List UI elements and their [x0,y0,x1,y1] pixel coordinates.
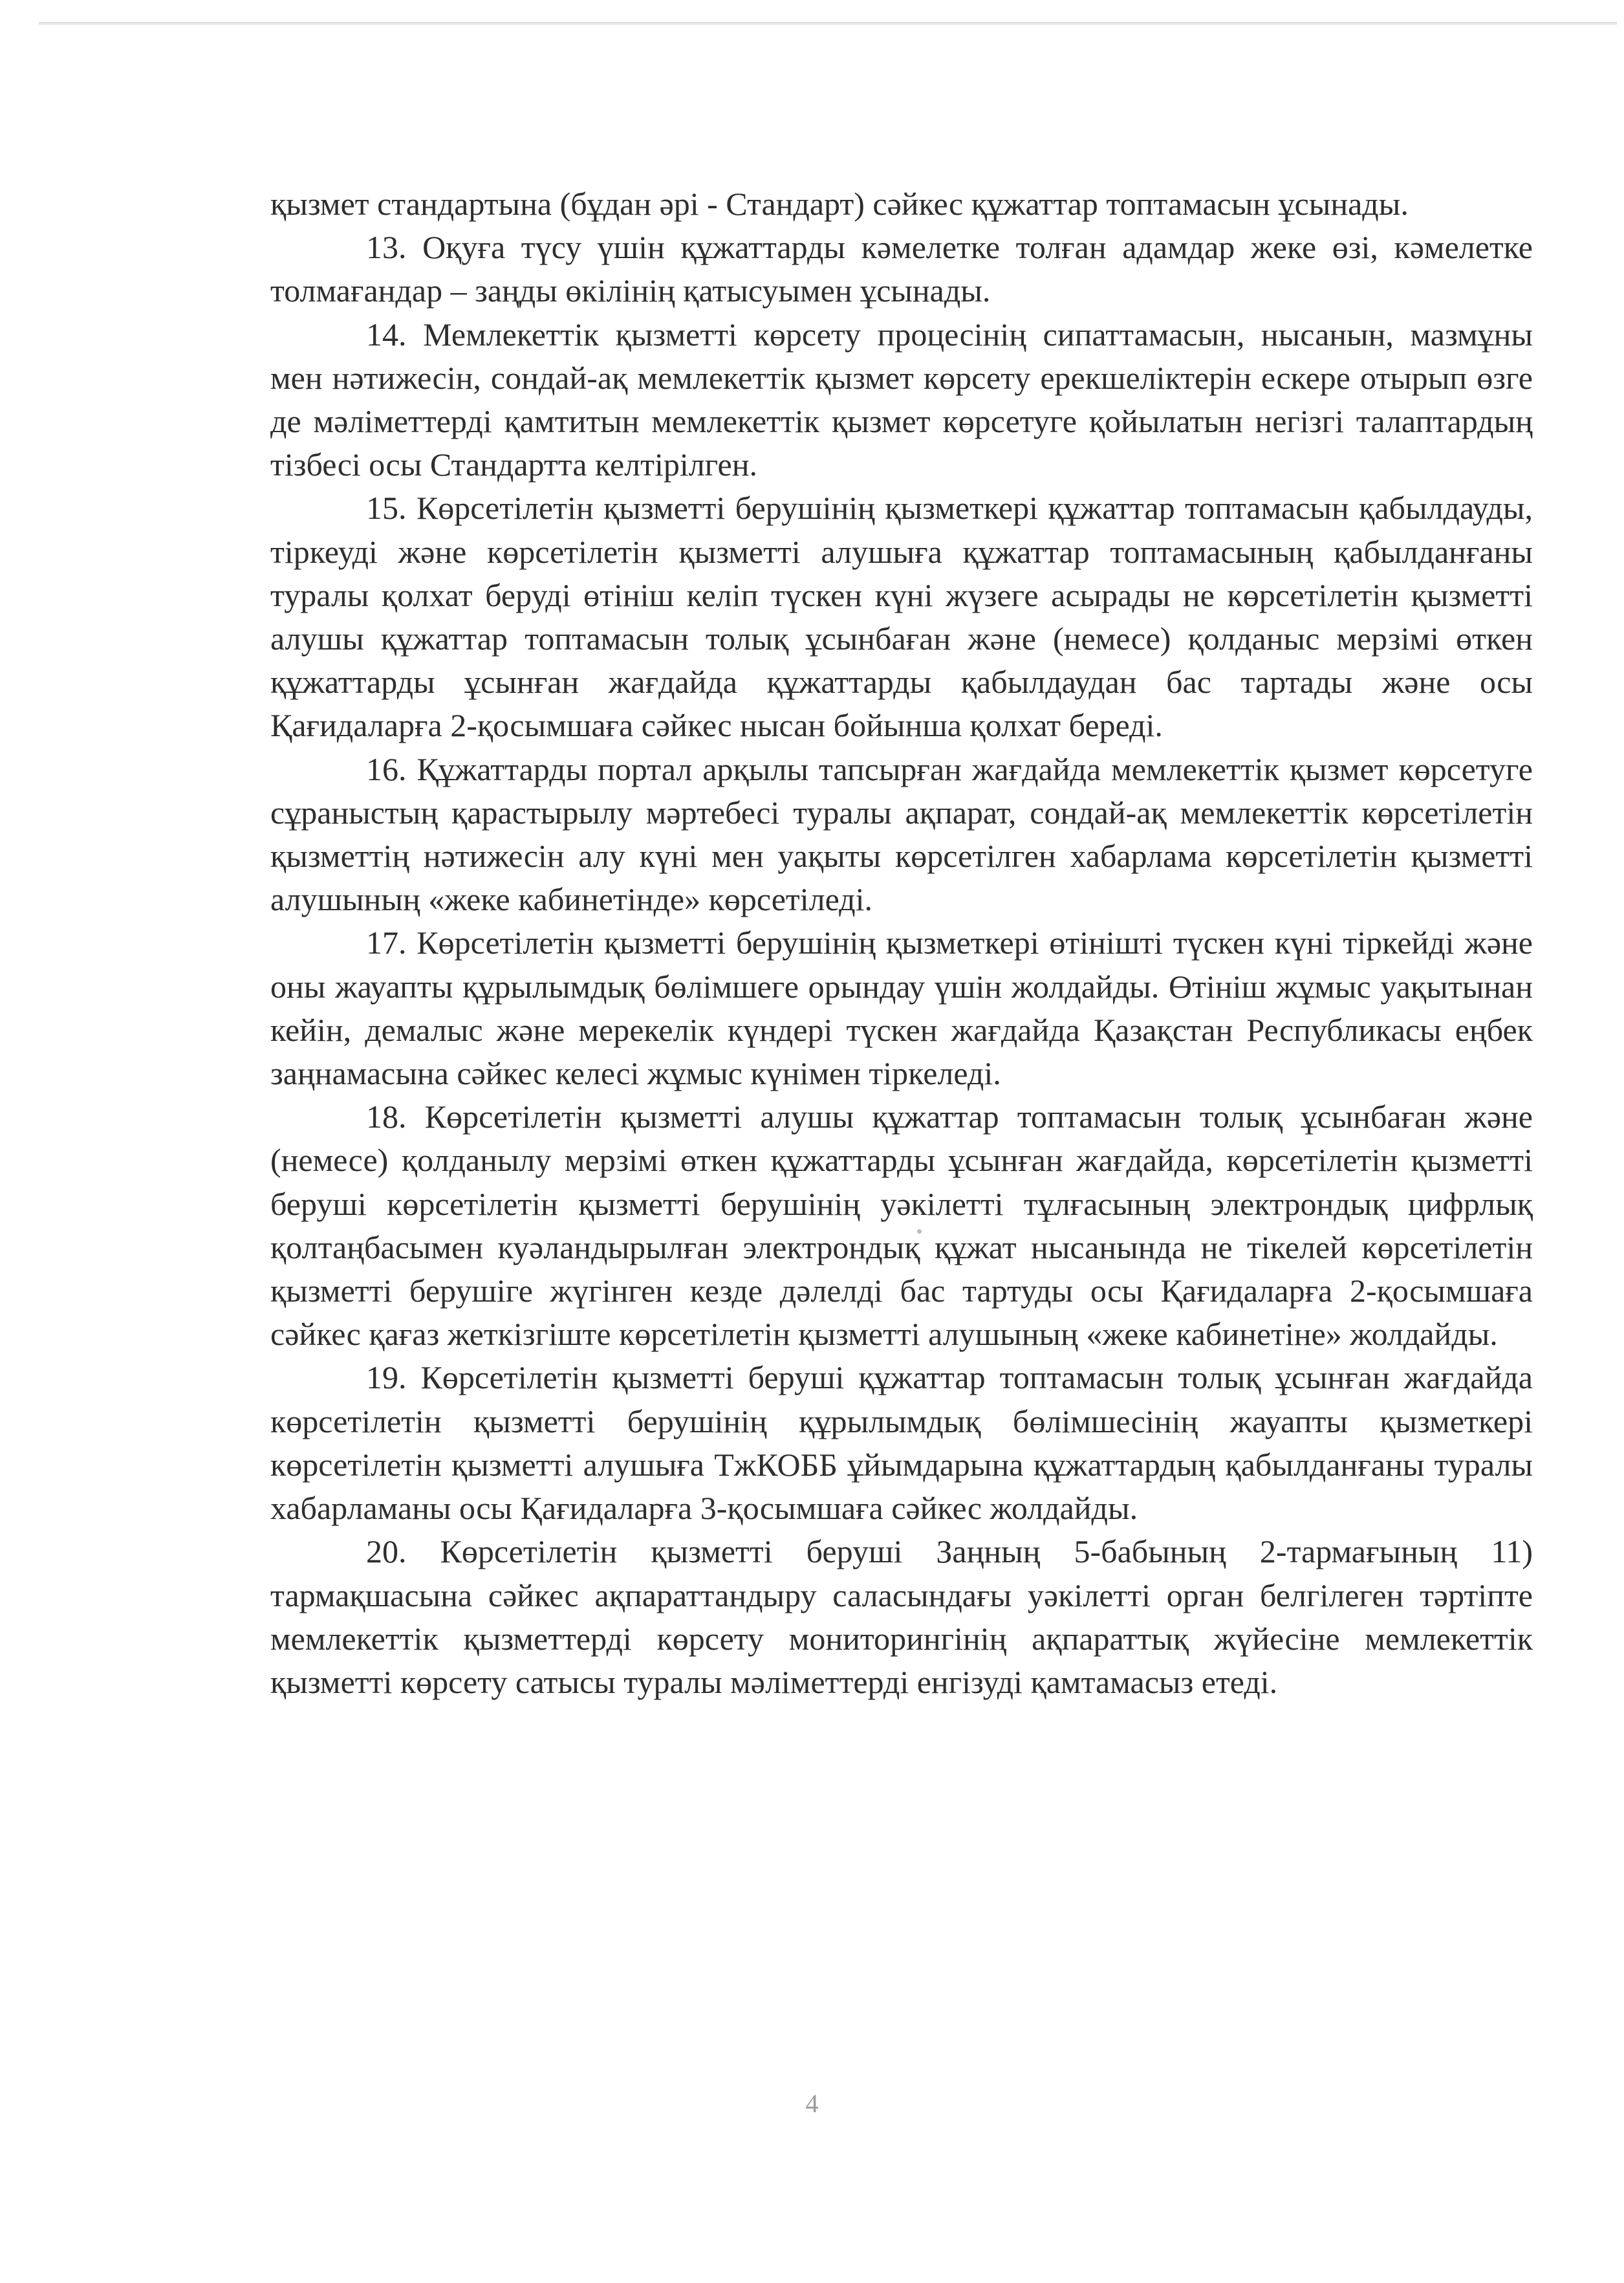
page-number: 4 [805,2089,819,2118]
scan-top-edge [39,22,1617,25]
paragraph-14: 14. Мемлекеттік қызметті көрсету процесінің сипаттамасын, нысанын, мазмұны мен нәтижесін, сондай-ақ мемлекеттік қызмет көрсету ерекшеліктерін ескере отырып өзге де мәліметтерді қамтитын мемлекеттік қызмет көрсетуге қойылатын негізгі талаптардың тізбесі осы Стандартта келтірілген. [270,316,1533,483]
paragraph-19: 19. Көрсетілетін қызметті беруші құжаттар топтамасын толық ұсынған жағдайда көрсетілетін қызметті берушінің құрылымдық бөлімшесінің жауапты қызметкері көрсетілетін қызметті алушыға ТжКОББ ұйымдарына құжаттардың қабылданғаны туралы хабарламаны осы Қағидаларға 3-қосымшаға сәйкес жолдайды. [270,1359,1533,1527]
document-body [270,182,1533,1704]
paragraph-17: 17. Көрсетілетін қызметті берушінің қызметкері өтінішті түскен күні тіркейді және оны жауапты құрылымдық бөлімшеге орындау үшін жолдайды. Өтініш жұмыс уақытынан кейін, демалыс және мерекелік күндері түскен жағдайда Қазақстан Республикасы еңбек заңнамасына сәйкес келесі жұмыс күнімен тіркеледі. [270,924,1533,1092]
paragraph-18: 18. Көрсетілетін қызметті алушы құжаттар топтамасын толық ұсынбаған және (немесе) қолданылу мерзімі өткен құжаттарды ұсынған жағдайда, көрсетілетін қызметті беруші көрсетілетін қызметті берушінің уәкілетті тұлғасының электрондық цифрлық қолтаңбасымен куәландырылған электрондық құжат нысанында не тікелей көрсетілетін қызметті берушіге жүгінген кезде дәлелді бас тартуды осы Қағидаларға 2-қосымшаға сәйкес қағаз жеткізгіште көрсетілетін қызметті алушының «жеке кабинетіне» жолдайды. [270,1098,1533,1353]
paragraph-16: 16. Құжаттарды портал арқылы тапсырған жағдайда мемлекеттік қызмет көрсетуге сұраныстың қарастырылу мәртебесі туралы ақпарат, сондай-ақ мемлекеттік көрсетілетін қызметтің нәтижесін алу күні мен уақыты көрсетілген хабарлама көрсетілетін қызметті алушының «жеке кабинетінде» көрсетіледі. [270,750,1533,918]
paragraph-13: 13. Оқуға түсу үшін құжаттарды кәмелетке толған адамдар жеке өзі, кәмелетке толмағандар – заңды өкілінің қатысуымен ұсынады. [270,229,1533,309]
paragraph-20: 20. Көрсетілетін қызметті беруші Заңның 5-бабының 2-тармағының 11) тармақшасына сәйкес ақпараттандыру саласындағы уәкілетті орган белгілеген тәртіпте мемлекеттік қызметтерді көрсету мониторингінің ақпараттық жүйесіне мемлекеттік қызметті көрсету сатысы туралы мәліметтерді енгізуді қамтамасыз етеді. [270,1533,1533,1700]
paragraph-continuation: қызмет стандартына (бұдан әрі - Стандарт) сәйкес құжаттар топтамасын ұсынады. [270,186,1409,222]
paragraph-15: 15. Көрсетілетін қызметті берушінің қызметкері құжаттар топтамасын қабылдауды, тіркеуді және көрсетілетін қызметті алушыға құжаттар топтамасының қабылданғаны туралы қолхат беруді өтініш келіп түскен күні жүзеге асырады не көрсетілетін қызметті алушы құжаттар топтамасын толық ұсынбаған және (немесе) қолданыс мерзімі өткен құжаттарды ұсынған жағдайда құжаттарды қабылдаудан бас тартады және осы Қағидаларға 2-қосымшаға сәйкес нысан бойынша қолхат береді. [270,490,1533,744]
